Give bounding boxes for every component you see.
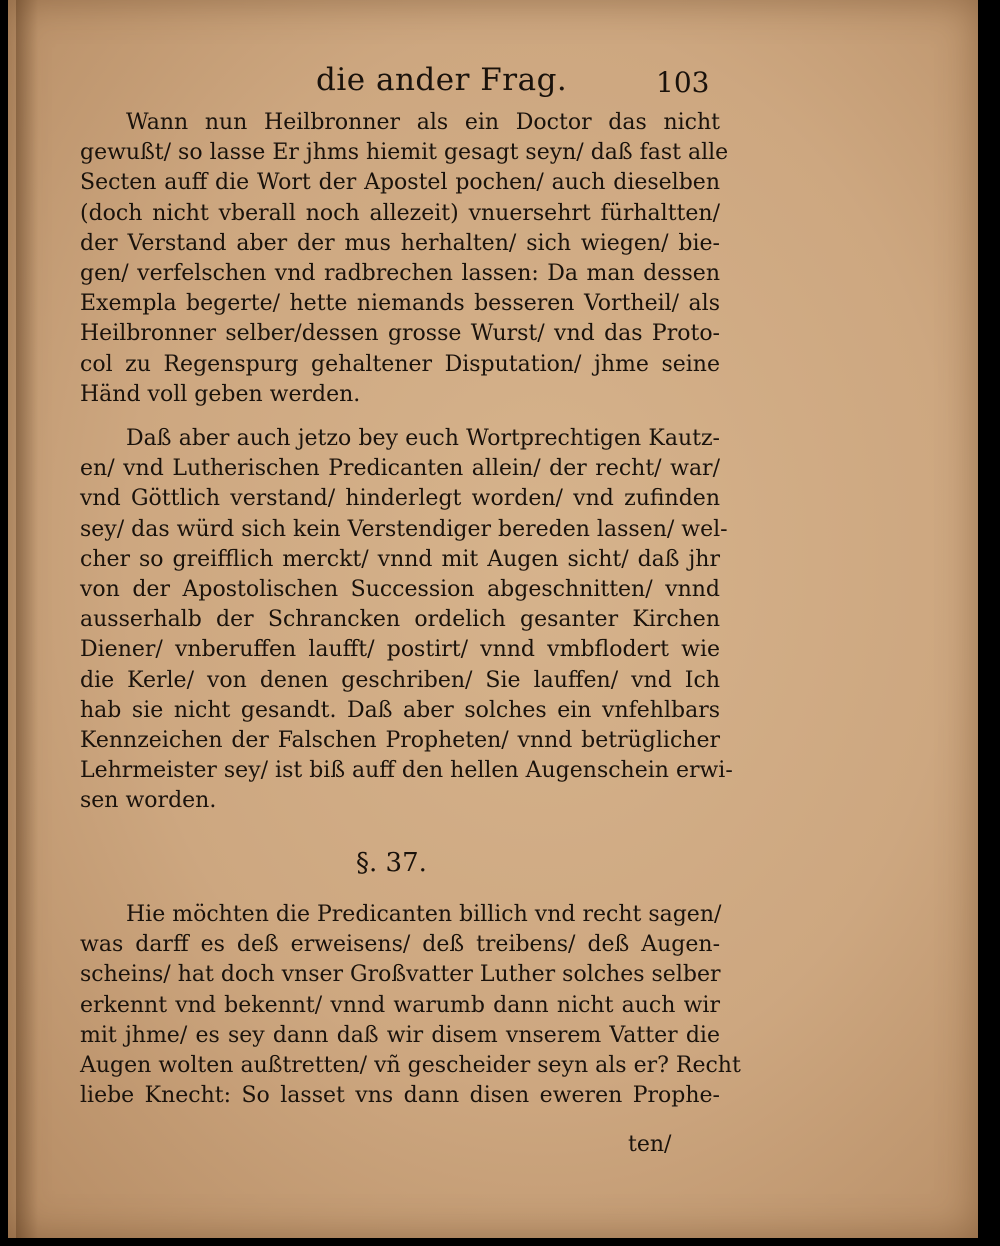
text-line: gen/ verfelschen vnd radbrechen lassen: Da man dessen [80,260,720,286]
text-line: Hie möchten die Predicanten billich vnd recht sagen/ [126,902,722,927]
text-line: Augen wolten außtretten/ vñ gescheider seyn als er? Recht [80,1052,741,1078]
page-number: 103 [656,66,710,99]
text-line: Heilbronner selber/dessen grosse Wurst/ vnd das Proto- [80,321,720,347]
paragraph-2 [80,424,733,816]
text-line: Lehrmeister sey/ ist biß auff den hellen Augenschein erwi- [80,758,733,784]
paragraph-1 [80,108,729,410]
book-page [8,0,978,1238]
text-line: cher so greifflich merckt/ vnnd mit Augen sicht/ daß jhr [80,546,720,572]
text-line: gewußt/ so lasse Er jhms hiemit gesagt seyn/ daß fast alle [80,140,729,166]
text-line: Diener/ vnberuffen laufft/ postirt/ vnnd vmbflodert wie [80,637,720,663]
scan-border [978,0,1000,1246]
text-line: von der Apostolischen Succession abgeschnitten/ vnnd [80,576,720,602]
catchword: ten/ [628,1132,672,1157]
text-line: ausserhalb der Schrancken ordelich gesanter Kirchen [80,607,720,633]
text-line: die Kerle/ von denen geschriben/ Sie lauffen/ vnd Ich [80,667,720,693]
section-number: §. 37. [356,848,427,878]
text-line: der Verstand aber der mus herhalten/ sich wiegen/ bie- [80,230,720,256]
text-line: en/ vnd Lutherischen Predicanten allein/ der recht/ war/ [80,456,720,482]
text-line: vnd Göttlich verstand/ hinderlegt worden/ vnd zufinden [80,486,720,512]
text-line: Daß aber auch jetzo bey euch Wortprechtigen Kautz- [126,426,720,451]
text-line: hab sie nicht gesandt. Daß aber solches ein vnfehlbars [80,697,720,723]
text-line: scheins/ hat doch vnser Großvatter Luther solches selber [80,962,721,988]
text-line: sey/ das würd sich kein Verstendiger bereden lassen/ wel- [80,516,728,542]
text-line: col zu Regenspurg gehaltener Disputation/ jhme seine [80,351,720,377]
text-line: was darff es deß erweisens/ deß treibens/ deß Augen- [80,932,720,958]
text-line: mit jhme/ es sey dann daß wir disem vnserem Vatter die [80,1022,720,1048]
text-line: sen worden. [80,788,217,814]
text-line: Exempla begerte/ hette niemands besseren Vortheil/ als [80,291,720,317]
paragraph-3 [80,900,741,1111]
text-line: Kennzeichen der Falschen Propheten/ vnnd betrüglicher [80,727,720,753]
text-line: Händ voll geben werden. [80,381,361,407]
running-head-title: die ander Frag. [316,62,568,98]
text-line: Secten auff die Wort der Apostel pochen/ auch dieselben [80,170,720,196]
page-gutter-shadow [16,0,38,1238]
text-line: erkennt vnd bekennt/ vnnd warumb dann nicht auch wir [80,992,720,1018]
text-line: (doch nicht vberall noch allezeit) vnuersehrt fürhaltten/ [80,200,720,226]
text-line: Wann nun Heilbronner als ein Doctor das nicht [126,110,720,135]
text-line: liebe Knecht: So lasset vns dann disen eweren Prophe- [80,1083,720,1109]
